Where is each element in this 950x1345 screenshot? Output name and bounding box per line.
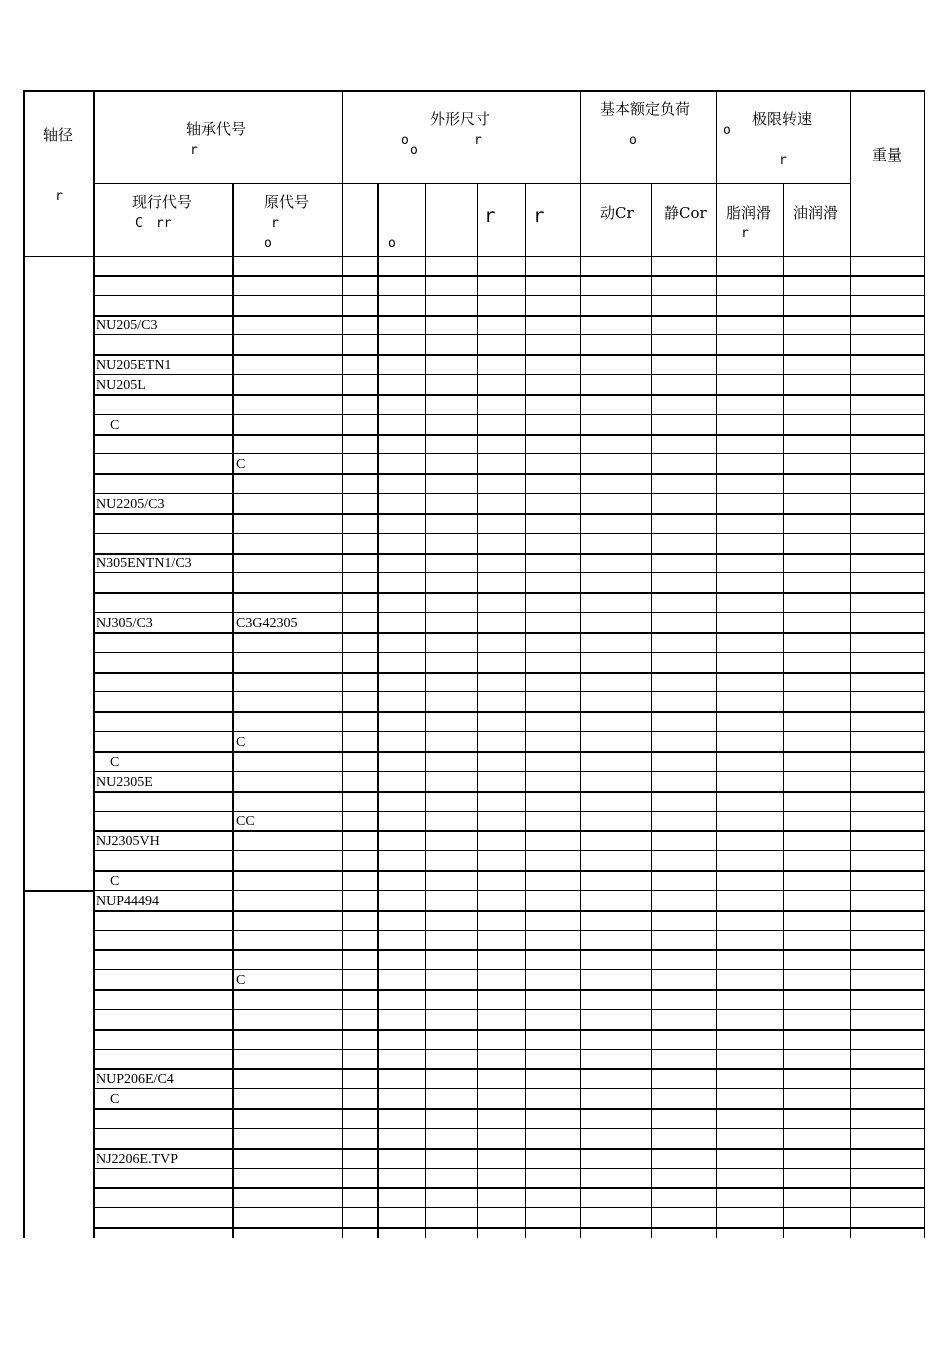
row-line	[94, 811, 925, 812]
header-old-code-r: r	[271, 216, 279, 231]
row-line	[94, 791, 925, 793]
row-line	[94, 1009, 925, 1010]
row-line	[94, 1128, 925, 1129]
col-line-code	[342, 90, 343, 1238]
header-mid-line	[94, 183, 851, 184]
current-code-cell: NJ2305VH	[96, 834, 160, 849]
row-line	[94, 275, 925, 277]
current-code-cell: NU205/C3	[96, 318, 158, 333]
header-oil: 油润滑	[793, 204, 839, 222]
current-code-cell: NU2205/C3	[96, 497, 165, 512]
current-code-cell: NUP206E/C4	[96, 1072, 174, 1087]
header-speed-limit-o: o	[723, 123, 731, 138]
col-line-oil	[850, 90, 851, 1238]
row-line	[94, 374, 925, 375]
current-code-cell: C	[96, 418, 120, 433]
table-left-border	[23, 90, 25, 1238]
row-line	[94, 830, 925, 832]
header-weight: 重量	[872, 146, 903, 164]
current-code-cell: NUP44494	[96, 894, 160, 909]
row-line	[94, 632, 925, 634]
row-line	[94, 969, 925, 970]
row-line	[94, 592, 925, 594]
header-static-load: 静Cor	[664, 204, 707, 222]
header-dimensions: 外形尺寸	[430, 110, 491, 128]
old-code-cell: C	[236, 735, 246, 750]
row-line	[94, 473, 925, 475]
col-line-shaft	[93, 90, 95, 1238]
table-right-border	[924, 90, 925, 1238]
row-line	[94, 394, 925, 396]
old-code-cell: C	[236, 457, 246, 472]
row-line	[94, 1168, 925, 1169]
row-line	[94, 870, 925, 872]
row-line	[94, 1029, 925, 1031]
row-line	[94, 691, 925, 692]
row-line	[94, 1187, 925, 1189]
header-old-code: 原代号	[264, 193, 310, 211]
row-line	[94, 751, 925, 753]
table-top-border	[23, 90, 925, 92]
row-line	[94, 711, 925, 713]
row-line	[94, 315, 925, 317]
current-code-cell: NU205ETN1	[96, 358, 172, 373]
header-shaft-unit: r	[55, 189, 63, 204]
row-line	[94, 850, 925, 851]
header-old-code-o: o	[264, 236, 272, 251]
row-line	[94, 553, 925, 555]
row-line	[94, 493, 925, 494]
header-dynamic-load: 动Cr	[600, 204, 634, 222]
row-line	[94, 453, 925, 454]
row-line	[94, 910, 925, 912]
header-grease: 脂润滑	[726, 204, 772, 222]
row-line	[94, 930, 925, 931]
current-code-cell: NU205L	[96, 378, 146, 393]
header-dimensions-o2: o	[410, 143, 418, 158]
group-separator	[23, 890, 94, 892]
current-code-cell: C	[96, 874, 120, 889]
row-line	[94, 1207, 925, 1208]
row-line	[94, 672, 925, 674]
header-dimensions-r: r	[474, 133, 482, 148]
header-bearing-code-sub: r	[190, 143, 198, 158]
current-code-cell: N305ENTN1/C3	[96, 556, 192, 571]
header-speed-limit-r: r	[779, 153, 787, 168]
current-code-cell: C	[96, 755, 120, 770]
header-load-rating: 基本额定负荷	[600, 100, 691, 118]
row-line	[94, 612, 925, 613]
header-current-code-sub: C rr	[135, 216, 172, 231]
header-bottom-line	[23, 256, 925, 257]
row-line	[94, 1068, 925, 1070]
current-code-cell: C	[96, 1092, 120, 1107]
row-line	[94, 1088, 925, 1089]
header-dim-col5: r	[533, 205, 545, 227]
header-speed-limit: 极限转速	[752, 110, 813, 128]
row-line	[94, 989, 925, 991]
row-line	[94, 771, 925, 772]
header-dim-col4: r	[484, 205, 496, 227]
col-line-dim5	[580, 90, 581, 1238]
row-line	[94, 1148, 925, 1150]
header-dimensions-o1: o	[401, 133, 409, 148]
header-shaft-diameter: 轴径	[43, 126, 74, 144]
header-load-rating-sub: o	[629, 133, 637, 148]
row-line	[94, 652, 925, 653]
row-line	[94, 1227, 925, 1229]
col-line-static	[716, 90, 717, 1238]
row-line	[94, 949, 925, 951]
current-code-cell: NU2305E	[96, 775, 153, 790]
row-line	[94, 295, 925, 296]
header-current-code: 现行代号	[132, 193, 193, 211]
row-line	[94, 1049, 925, 1050]
header-grease-sub: r	[741, 226, 749, 241]
row-line	[94, 572, 925, 573]
row-line	[94, 1108, 925, 1110]
row-line	[94, 434, 925, 436]
row-line	[94, 334, 925, 335]
row-line	[94, 731, 925, 732]
header-bearing-code: 轴承代号	[186, 120, 247, 138]
current-code-cell: NJ2206E.TVP	[96, 1152, 179, 1167]
row-line	[94, 414, 925, 415]
current-code-cell: NJ305/C3	[96, 616, 153, 631]
header-dim-col2-sub: o	[388, 236, 396, 251]
old-code-cell: C	[236, 973, 246, 988]
row-line	[94, 890, 925, 891]
old-code-cell: CC	[236, 814, 255, 829]
old-code-cell: C3G42305	[236, 616, 298, 631]
row-line	[94, 533, 925, 534]
row-line	[94, 513, 925, 515]
row-line	[94, 354, 925, 356]
